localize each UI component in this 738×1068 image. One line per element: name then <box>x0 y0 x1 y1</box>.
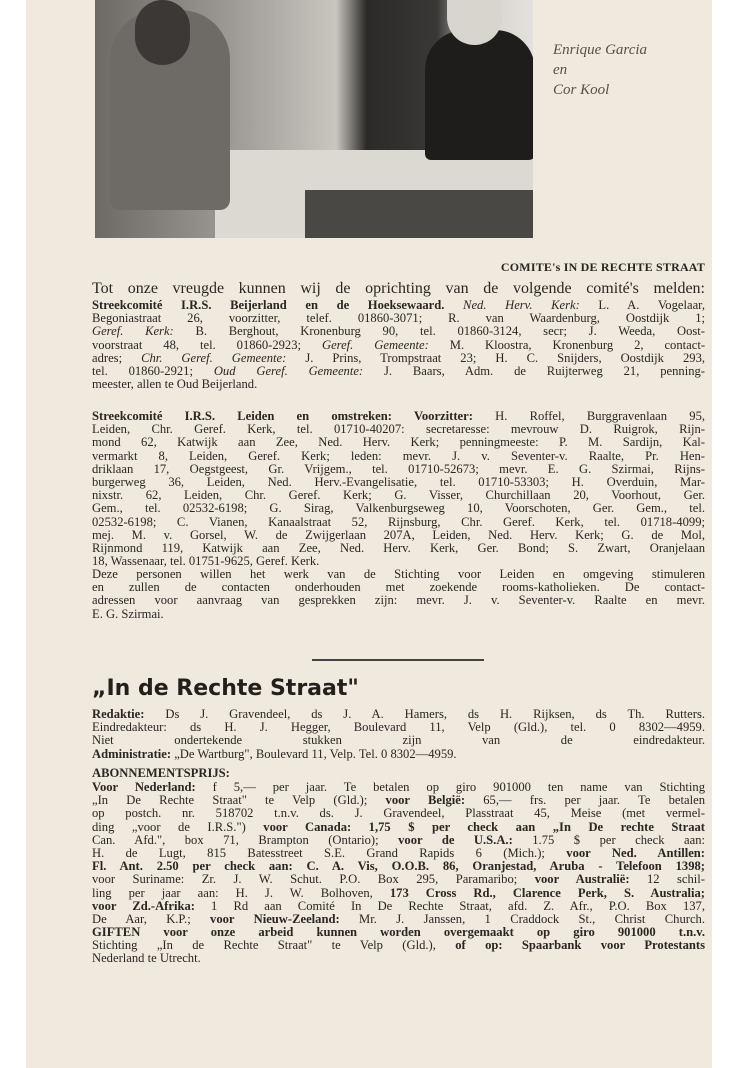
text-segment: Niet ondertekende stukken zijn van de eindredakteur. <box>92 734 705 748</box>
text-segment: E. G. Szirmai. <box>92 607 164 621</box>
photo-person-right <box>425 30 533 160</box>
text-segment: „In De Rechte Straat" te Velp (Gld.); <box>92 794 386 808</box>
text-segment: M. Kloostra, Kronenburg 2, contact- <box>428 338 705 352</box>
text-line <box>92 952 705 965</box>
text-segment: J. Prins, Trompstraat 23; H. C. Snijders, Oostdijk 293, <box>286 351 705 365</box>
text-line <box>92 299 705 312</box>
text-line <box>92 939 705 952</box>
text-line <box>92 450 705 463</box>
text-segment: 1 Rd aan Comité In De Rechte Straat, afd. Z. Afr., P.O. Box 137, <box>194 899 705 913</box>
text-segment: tel. 01860-2921; <box>92 364 214 378</box>
text-segment: op postch. nr. 518702 t.n.v. ds. J. Gravendeel, Plasstraat 45, Meise (met vermel- <box>92 807 705 821</box>
text-segment: adressen voor aanvraag van gesprekken zijn: mevr. J. v. Seventer-v. Raalte en mevr. <box>92 594 705 608</box>
text-line <box>92 581 705 594</box>
text-line <box>92 860 705 873</box>
bold-text: voor Zd.-Afrika: <box>92 899 195 913</box>
text-segment: Stichting „In de Rechte Straat" te Velp (Gld.), <box>92 939 456 953</box>
text-line <box>92 734 705 747</box>
text-line <box>92 900 705 913</box>
text-line <box>92 926 705 939</box>
italic-text: Oud Geref. Gemeente: <box>213 364 364 378</box>
subscription-text <box>92 781 705 966</box>
paragraph-beijerland <box>92 299 705 391</box>
text-line <box>92 568 705 581</box>
bold-text: voor Canada: 1,75 $ per check aan „In De rechte Straat <box>263 820 705 834</box>
bold-text: Redaktie: <box>92 708 145 721</box>
paragraph-contact <box>92 568 705 621</box>
text-segment: driklaan 17, Oegstgeest, Gr. Vrijgem., tel. 01710-52673; mevr. E. G. Szirmai, Rijns- <box>92 462 705 476</box>
text-line <box>92 794 705 807</box>
text-segment: adres; <box>92 351 142 365</box>
text-segment: voorstraat 48, tel. 01860-2923; <box>92 338 322 352</box>
bold-text: voor onze arbeid kunnen worden overgemaakt op giro 901000 t.n.v. <box>140 926 705 940</box>
text-line <box>92 847 705 860</box>
italic-text: Ned. Herv. Kerk: <box>444 299 580 312</box>
text-segment: Begoniastraat 26, voorzitter, telef. 01860-3071; R. van Waardenburg, Oostdijk 1; <box>92 312 705 326</box>
text-segment: en zullen de contacten onderhouden met zoekende rooms-katholieken. De contact- <box>92 581 705 595</box>
text-segment: f 5,— per jaar. Te betalen op giro 901000 ten name van Stichting <box>195 781 705 794</box>
text-line <box>92 423 705 436</box>
text-segment: Rijnmond 119, Katwijk aan Zee, Ned. Herv. Kerk, Ger. Bond; S. Zwart, Oranjelaan <box>92 541 705 555</box>
text-segment: H. de Lugt, 815 Batesstreet S.E. Grand Rapids 6 (Mich.); <box>92 846 567 860</box>
text-segment: nixstr. 62, Leiden, Chr. Geref. Kerk; G. Visser, Churchillaan 20, Voorhout, Ger. <box>92 489 705 503</box>
text-line <box>92 352 705 365</box>
text-segment: 02532-6198; C. Vianen, Kanaalstraat 52, Rijnsburg, Chr. Geref. Kerk, tel. 01718-4099; <box>92 515 705 529</box>
text-segment: L. A. Vogelaar, <box>579 299 705 312</box>
text-segment: Gem., tel. 02532-6198; G. Sirag, Valkenburgseweg 10, Voorschoten, Ger. Gem., tel. <box>92 502 705 516</box>
text-segment: „De Wartburg", Boulevard 11, Velp. Tel. 0 8302—4959. <box>171 747 457 761</box>
text-segment: meester, allen te Oud Beijerland. <box>92 378 258 392</box>
text-line <box>92 542 705 555</box>
text-line <box>92 339 705 352</box>
text-line <box>92 748 705 761</box>
text-line <box>92 608 705 621</box>
intro-text: Tot onze vreugde kunnen wij de oprichting van de volgende comité's melden: <box>92 280 705 297</box>
text-segment: De Aar, K.P.; <box>92 912 211 926</box>
bold-text: of op: Spaarbank voor Protestants <box>455 939 705 953</box>
bold-text: Streekcomité I.R.S. Leiden en omstreken: Voorzitter: <box>92 410 473 423</box>
bold-text: voor Australië: <box>534 873 630 887</box>
text-line <box>92 312 705 325</box>
text-line <box>92 378 705 391</box>
masthead-title: „In de Rechte Straat" <box>92 676 359 701</box>
text-segment: H. Roffel, Burggravenlaan 95, <box>472 410 705 423</box>
text-line <box>92 502 705 515</box>
caption-line: Cor Kool <box>553 82 610 98</box>
paragraph-leiden <box>92 410 705 568</box>
text-line <box>92 489 705 502</box>
italic-text: Chr. Geref. Gemeente: <box>141 351 287 365</box>
text-segment: burgerweg 36, Leiden, Ned. Herv.-Evangelisatie, tel. 01710-53303; H. Overduin, Mar- <box>92 475 705 489</box>
subscription-heading: ABONNEMENTSPRIJS: <box>92 766 230 780</box>
text-line <box>92 476 705 489</box>
photo-control-panel <box>305 190 533 238</box>
text-segment: 18, Wassenaar, tel. 01751-9625, Geref. Kerk. <box>92 555 320 569</box>
text-segment: voor Suriname: Zr. J. W. Schut. P.O. Box 295, Paramaribo; <box>92 873 535 887</box>
text-segment: Ds J. Gravendeel, ds J. A. Hamers, ds H. Rijksen, ds Th. Rutters. <box>144 708 705 721</box>
caption-line: en <box>553 62 568 78</box>
bold-text: voor Nieuw-Zeeland: <box>210 912 340 926</box>
text-line <box>92 365 705 378</box>
text-segment: Deze personen willen het werk van de Stichting voor Leiden en omgeving stimuleren <box>92 568 705 581</box>
bold-text: Streekcomité I.R.S. Beijerland en de Hoeksewaard. <box>92 299 445 312</box>
text-segment: Mr. J. Janssen, 1 Craddock St., Christ Church. <box>339 912 705 926</box>
caption-line: Enrique Garcia <box>553 42 648 58</box>
text-line <box>92 410 705 423</box>
photo-caption <box>553 40 647 100</box>
text-segment: Leiden, Chr. Geref. Kerk, tel. 01710-40207: secretaresse: mevrouw D. Ruigrok, Rijn- <box>92 423 705 437</box>
bold-text: GIFTEN <box>92 926 141 940</box>
masthead-credits <box>92 708 705 761</box>
bold-text: voor de U.S.A.: <box>398 833 513 847</box>
text-line <box>92 834 705 847</box>
text-segment: 65,— frs. per jaar. Te betalen <box>465 794 705 808</box>
text-line <box>92 913 705 926</box>
text-segment: vermarkt 8, Leiden, Geref. Kerk; leden: mevr. J. v. Seventer-v. Raalte, Pr. Hen- <box>92 449 705 463</box>
italic-text: Geref. Gemeente: <box>321 338 429 352</box>
text-segment: 12 schil- <box>629 873 705 887</box>
text-line <box>92 516 705 529</box>
bold-text: Administratie: <box>92 747 172 761</box>
text-line <box>92 594 705 607</box>
text-line <box>92 721 705 734</box>
text-segment: Nederland te Utrecht. <box>92 952 201 966</box>
text-line <box>92 807 705 820</box>
text-segment: B. Berghout, Kronenburg 90, tel. 01860-3124, secr; J. Weeda, Oost- <box>173 325 705 339</box>
text-line <box>92 873 705 886</box>
text-segment: mej. M. v. Gorsel, W. de Zwijgerlaan 207A, Leiden, Ned. Herv. Kerk; G. de Mol, <box>92 528 705 542</box>
text-segment: mond 62, Katwijk aan Zee, Ned. Herv. Kerk; penningmeeste: P. M. Sardijn, Kal- <box>92 436 705 450</box>
text-segment: J. Baars, Adm. de Ruijterweg 21, penning- <box>363 364 705 378</box>
text-segment: Eindredakteur: ds H. J. Hegger, Boulevard 11, Velp (Gld.), tel. 0 8302—4959. <box>92 721 705 735</box>
divider <box>312 659 484 661</box>
text-segment: ling per jaar aan: H. J. W. Bolhoven, <box>92 886 390 900</box>
photo-head-left <box>135 0 190 65</box>
bold-text: voor Ned. Antillen: <box>566 846 705 860</box>
text-line <box>92 708 705 721</box>
text-segment: ding „voor de I.R.S.") <box>92 820 264 834</box>
text-line <box>92 463 705 476</box>
text-line <box>92 436 705 449</box>
text-line <box>92 325 705 338</box>
text-line <box>92 821 705 834</box>
text-segment: Can. Afd.", box 71, Brampton (Ontario); <box>92 833 399 847</box>
text-segment: 1.75 $ per check aan: <box>512 833 705 847</box>
bold-text: voor België: <box>385 794 466 808</box>
section-heading: COMITE's IN DE RECHTE STRAAT <box>500 260 705 274</box>
text-line <box>92 529 705 542</box>
photo-garcia-kool <box>95 0 533 238</box>
bold-text: 173 Cross Rd., Clarence Perk, S. Australia; <box>389 886 705 900</box>
text-line <box>92 887 705 900</box>
text-line <box>92 781 705 794</box>
bold-text: Voor Nederland: <box>92 781 196 794</box>
text-line <box>92 555 705 568</box>
bold-text: Fl. Ant. 2.50 per check aan: C. A. Vis, O.O.B. 86, Oranjestad, Aruba - Telefoon 1398; <box>92 860 705 874</box>
italic-text: Geref. Kerk: <box>92 325 174 339</box>
